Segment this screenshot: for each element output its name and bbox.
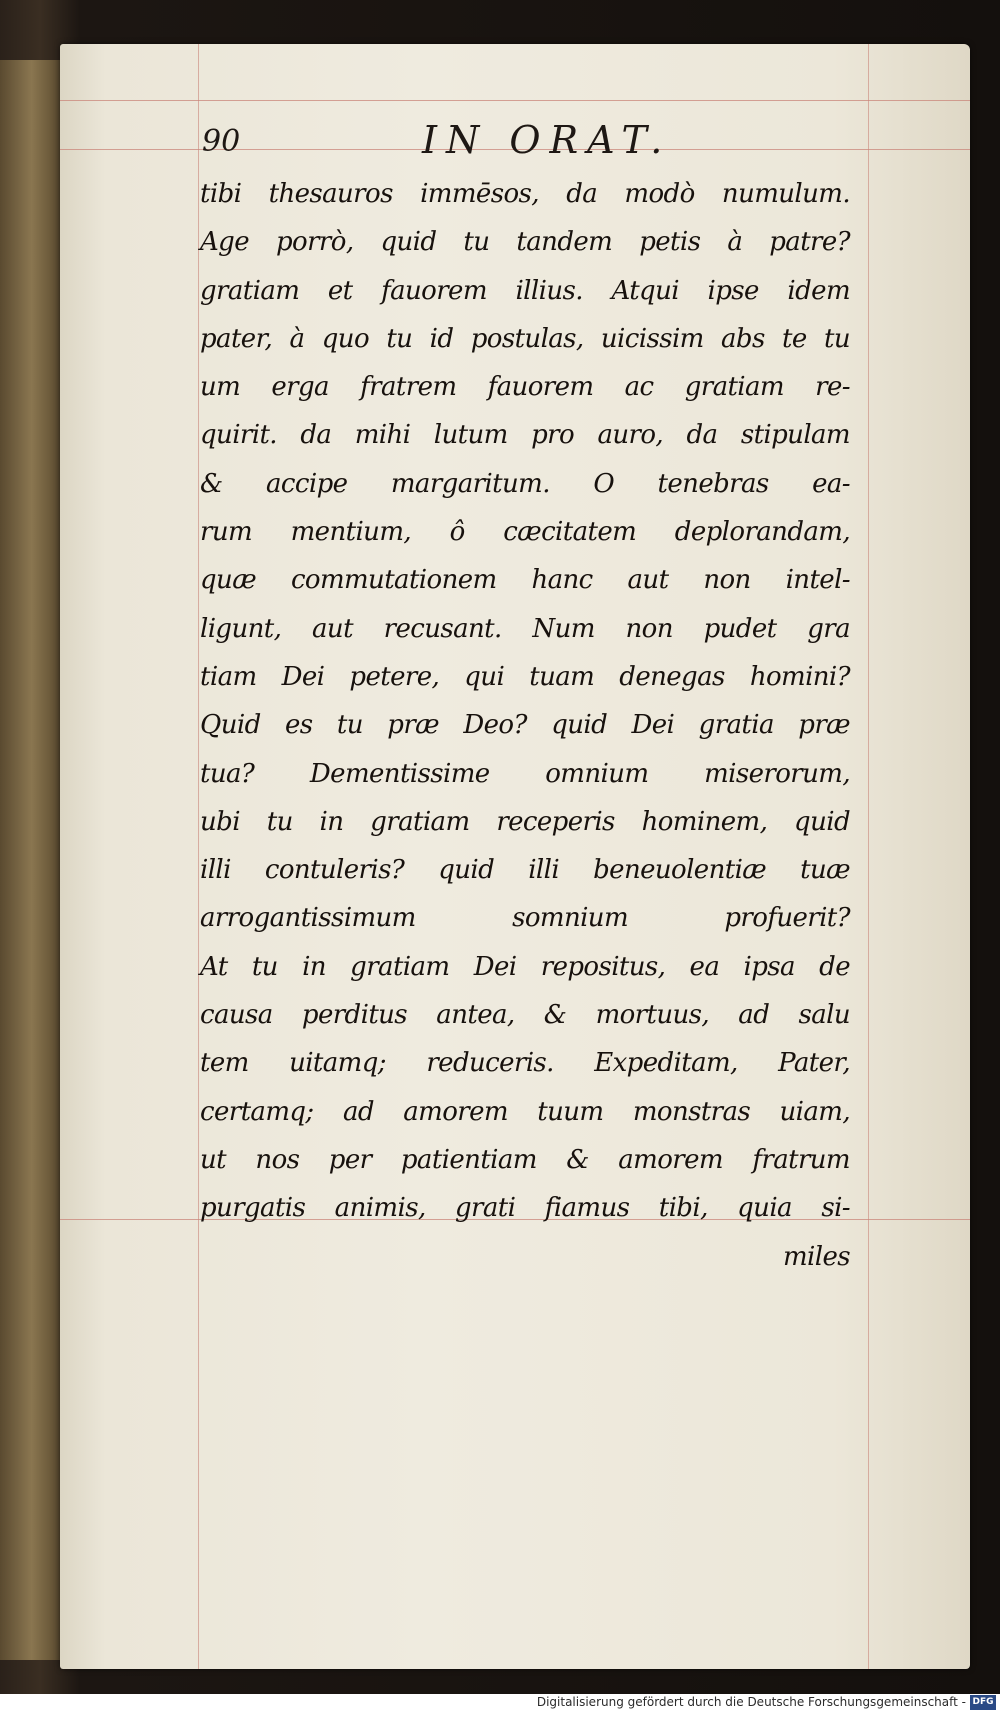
text-line: At tu in gratiam Dei repositus, ea ipsa de: [200, 951, 850, 982]
text-line: quirit. da mihi lutum pro auro, da stipulam: [200, 420, 850, 451]
text-line: tua? Dementissime omnium miserorum,: [200, 758, 850, 789]
catchword: miles: [782, 1241, 850, 1272]
text-line: arrogantissimum somnium profuerit?: [200, 903, 850, 934]
text-line: tiam Dei petere, qui tuam denegas homini?: [200, 661, 850, 692]
text-line: rum mentium, ô cæcitatem deplorandam,: [200, 517, 850, 548]
text-line: illi contuleris? quid illi beneuolentiæ tuæ: [200, 855, 850, 886]
text-line: um erga fratrem fauorem ac gratiam re-: [200, 372, 850, 403]
text-line: purgatis animis, grati fiamus tibi, quia si-: [200, 1193, 850, 1224]
text-line: & accipe margaritum. O tenebras ea-: [200, 468, 850, 499]
digitization-footer: [0, 1694, 1000, 1712]
text-line: Quid es tu præ Deo? quid Dei gratia præ: [200, 710, 850, 741]
text-line: ut nos per patientiam & amorem fratrum: [200, 1144, 850, 1175]
text-line: Age porrò, quid tu tandem petis à patre?: [200, 227, 850, 258]
dfg-logo: DFG: [970, 1695, 996, 1710]
text-line: tibi thesauros immēsos, da modò numulum.: [200, 179, 850, 209]
text-line: causa perditus antea, & mortuus, ad salu: [200, 1000, 850, 1031]
text-line: gratiam et fauorem illius. Atqui ipse idem: [200, 275, 850, 306]
text-line: certamq; ad amorem tuum monstras uiam,: [200, 1096, 850, 1127]
page-number: 90: [202, 124, 241, 159]
text-line: ubi tu in gratiam receperis hominem, quid: [200, 806, 850, 837]
ruled-line-top-outer: [60, 100, 970, 101]
funding-credit: Digitalisierung gefördert durch die Deutsche Forschungsgemeinschaft -: [536, 1695, 966, 1709]
text-line: pater, à quo tu id postulas, uicissim abs te tu: [200, 323, 850, 354]
text-line: quæ commutationem hanc aut non intel-: [200, 565, 850, 596]
ruled-line-left-margin: [198, 44, 199, 1669]
text-block: [200, 170, 850, 1281]
ruled-line-right-margin: [868, 44, 869, 1669]
running-title: IN ORAT.: [422, 118, 672, 162]
running-head: [202, 118, 762, 164]
text-line: tem uitamq; reduceris. Expeditam, Pater,: [200, 1048, 850, 1079]
text-line: ligunt, aut recusant. Num non pudet gra: [200, 613, 850, 644]
